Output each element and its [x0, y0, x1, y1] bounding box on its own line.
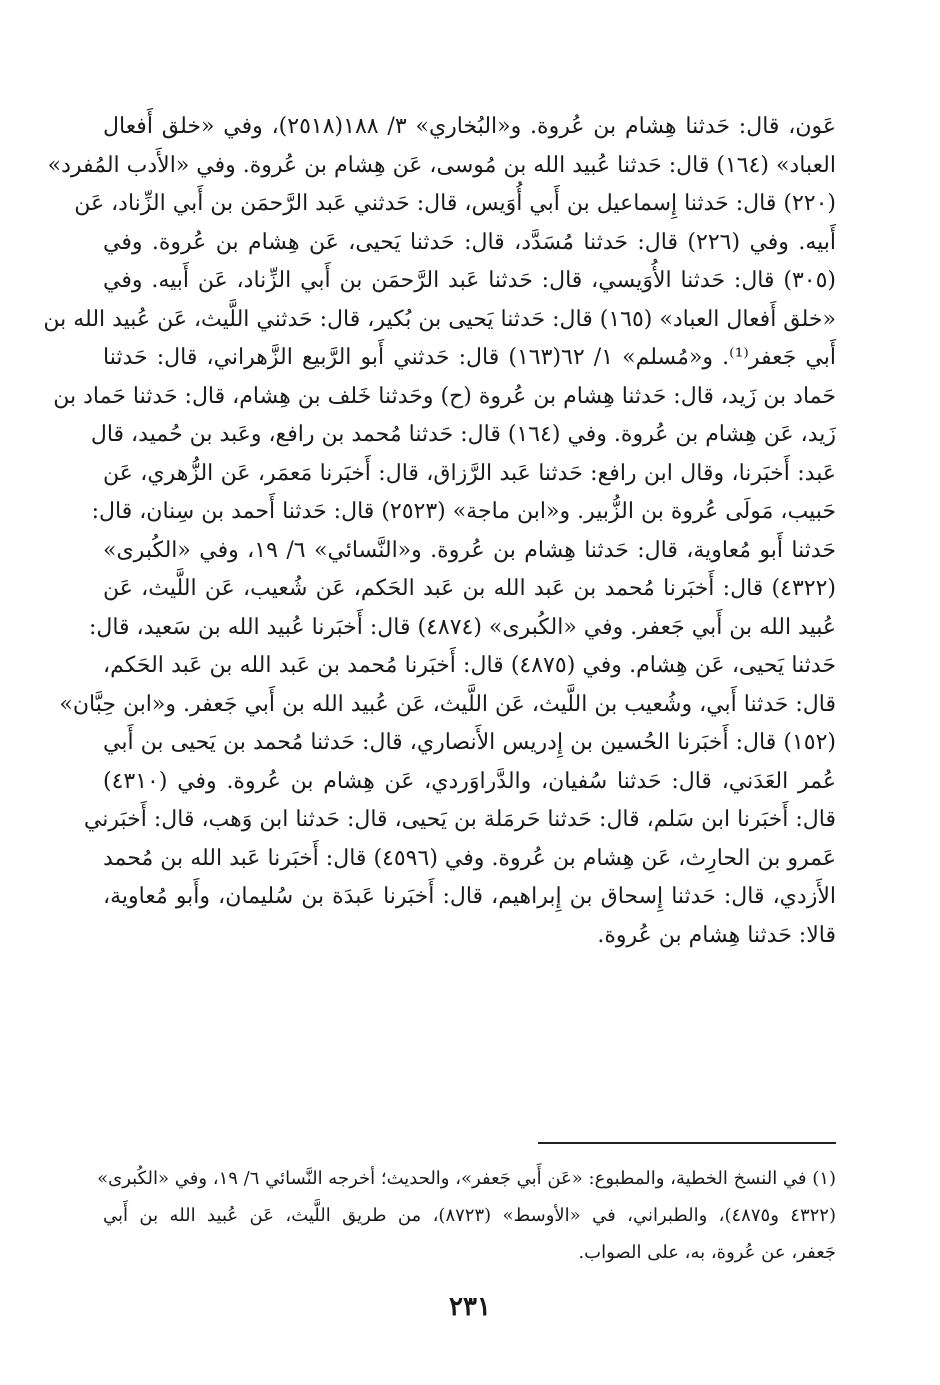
text-line: (٢٢٠) قال: حَدثنا إِسماعيل بن أَبي أُوَيس، قال: حَدثني عَبد الرَّحمَن بن أَبي الزِّناد، عَن: [74, 191, 836, 216]
footnote-line: (٤٣٢٢ و٤٨٧٥)، والطبراني، في «الأوسط» (٨٧٢٣)، من طريق اللَّيث، عَن عُبيد الله بن أَبي: [103, 1205, 836, 1226]
text-line: عُمر العَدَني، قال: حَدثنا سُفيان، والدَّراوَردي، عَن هِشام بن عُروة. وفي (٤٣١٠): [103, 768, 836, 794]
text-line: أَبيه. وفي (٢٢٦) قال: حَدثنا مُسَدَّد، قال: حَدثنا يَحيى، عَن هِشام بن عُروة. وفي: [103, 229, 836, 255]
text-line: عَون، قال: حَدثنا هِشام بن عُروة. و«البُخاري» ٣/ ١٨٨(٢٥١٨)، وفي «خلق أَفعال: [103, 114, 836, 139]
text-line: العباد» (١٦٤) قال: حَدثنا عُبيد الله بن مُوسى، عَن هِشام بن عُروة. وفي «الأَدب المُفرد»: [47, 152, 836, 178]
text-line: زَيد، عَن هِشام بن عُروة. وفي (١٦٤) قال: حَدثنا مُحمد بن رافع، وعَبد بن حُميد، قال: [90, 422, 836, 447]
text-line: (٤٣٢٢) قال: أَخبَرنا مُحمد بن عَبد الله بن عَبد الحَكم، عَن شُعيب، عَن اللَّيث، عَن: [103, 576, 836, 601]
text-line: أَبي جَعفر⁽¹⁾. و«مُسلم» ١/ ٦٢(١٦٣) قال: حَدثني أَبو الرَّبيع الزَّهراني، قال: حَدثنا: [103, 345, 837, 370]
text-line: عُبيد الله بن أَبي جَعفر. وفي «الكُبرى» (٤٨٧٤) قال: أَخبَرنا عُبيد الله بن سَعيد، قال:: [88, 614, 836, 640]
text-line: حَدثنا يَحيى، عَن هِشام. وفي (٤٨٧٥) قال: أَخبَرنا مُحمد بن عَبد الله بن عَبد الحَكم،: [103, 653, 836, 678]
footnote-line: جَعفر، عن عُروة، به، على الصواب.: [578, 1242, 836, 1263]
text-line: عَبد: أَخبَرنا، وقال ابن رافع: حَدثنا عَبد الرَّزاق، قال: أَخبَرنا مَعمَر، عَن الزُّهري، عَن: [103, 460, 836, 486]
main-text-block: [43, 108, 837, 955]
page-number: ٢٣١: [449, 1292, 491, 1322]
footnote-block: [97, 1160, 836, 1271]
text-line: (٣٠٥) قال: حَدثنا الأُوَيسي، قال: حَدثنا عَبد الرَّحمَن بن أَبي الزِّناد، عَن أَبيه. وفي: [103, 268, 836, 293]
text-line: عَمرو بن الحارِث، عَن هِشام بن عُروة. وفي (٤٥٩٦) قال: أَخبَرنا عَبد الله بن مُحمد: [103, 845, 836, 871]
text-line: قال: أَخبَرنا ابن سَلم، قال: حَدثنا حَرمَلة بن يَحيى، قال: حَدثنا ابن وَهب، قال: أَخبَرني: [83, 807, 836, 832]
footnote-line: (١) في النسخ الخطية، والمطبوع: «عَن أَبي جَعفر»، والحديث؛ أخرجه النَّسائي ٦/ ١٩، وفي «الكُبرى»: [97, 1168, 836, 1189]
text-line: قالا: حَدثنا هِشام بن عُروة.: [597, 922, 836, 948]
footnote-divider: [538, 1142, 836, 1144]
text-line: «خلق أَفعال العباد» (١٦٥) قال: حَدثنا يَحيى بن بُكير، قال: حَدثني اللَّيث، عَن عُبيد الله بن: [43, 306, 836, 332]
text-line: الأَزدي، قال: حَدثنا إِسحاق بن إِبراهيم، قال: أَخبَرنا عَبدَة بن سُليمان، وأَبو مُعاوية،: [103, 884, 836, 909]
text-line: (١٥٢) قال: أَخبَرنا الحُسين بن إِدريس الأَنصاري، قال: حَدثنا مُحمد بن يَحيى بن أَبي: [103, 730, 836, 755]
text-line: حَبيب، مَولَى عُروة بن الزُّبير. و«ابن ماجة» (٢٥٢٣) قال: حَدثنا أَحمد بن سِنان، قال:: [91, 499, 836, 524]
text-line: حَماد بن زَيد، قال: حَدثنا هِشام بن عُروة (ح) وحَدثنا خَلف بن هِشام، قال: حَدثنا حَماد بن: [53, 383, 836, 409]
text-line: حَدثنا أَبو مُعاوية، قال: حَدثنا هِشام بن عُروة. و«النَّسائي» ٦/ ١٩، وفي «الكُبرى»: [103, 537, 837, 563]
text-line: قال: حَدثنا أَبي، وشُعيب بن اللَّيث، عَن اللَّيث، عَن عُبيد الله بن أَبي جَعفر. و«ابن حِبَّان»: [59, 691, 836, 717]
